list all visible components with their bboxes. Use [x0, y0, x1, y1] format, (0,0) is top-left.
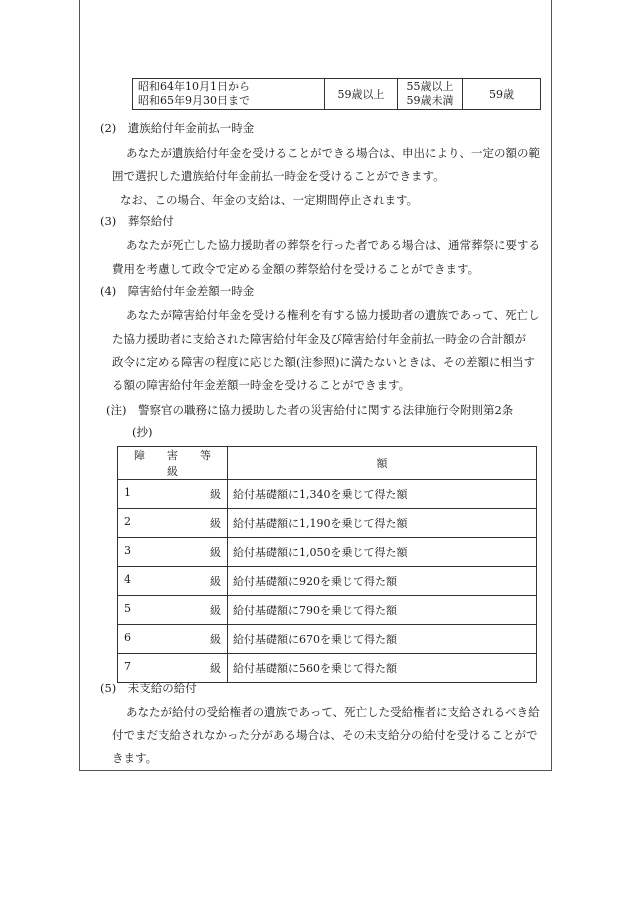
header-amount: 額 [228, 447, 537, 480]
grade-cell [118, 538, 228, 567]
section5-heading: (5) 未支給の給付 [100, 681, 197, 695]
grade-row [118, 596, 537, 625]
period-line1: 昭和64年10月1日から [138, 80, 250, 93]
section3-heading: (3) 葬祭給付 [100, 214, 174, 228]
grade-suffix: 級 [210, 604, 221, 617]
grade-suffix: 級 [210, 488, 221, 501]
grade-cell [118, 654, 228, 683]
period-cell [133, 79, 325, 110]
grade-amount: 給付基礎額に920を乗じて得た額 [228, 567, 537, 596]
section3-line1: あなたが死亡した協力援助者の葬祭を行った者である場合は、通常葬祭に要する [126, 238, 540, 252]
section4-heading: (4) 障害給付年金差額一時金 [100, 284, 255, 298]
grade-amount: 給付基礎額に1,190を乗じて得た額 [228, 509, 537, 538]
section5-line2: 付でまだ支給されなかった分がある場合は、その未支給分の給付を受けることがで [112, 728, 538, 742]
grade-number: 4 [124, 573, 131, 586]
grade-cell [118, 509, 228, 538]
grade-number: 2 [124, 515, 131, 528]
note-line2: (抄) [132, 425, 153, 439]
grade-cell [118, 567, 228, 596]
grade-suffix: 級 [210, 575, 221, 588]
section3-line2: 費用を考慮して政令で定める金額の葬祭給付を受けることができます。 [112, 262, 480, 276]
grade-row [118, 480, 537, 509]
grade-suffix: 級 [210, 662, 221, 675]
age-cell-b [398, 79, 463, 110]
section2-note: なお、この場合、年金の支給は、一定期間停止されます。 [120, 193, 419, 207]
grade-cell [118, 625, 228, 654]
grade-suffix: 級 [210, 546, 221, 559]
grade-suffix: 級 [210, 633, 221, 646]
grade-number: 1 [124, 486, 131, 499]
grade-number: 3 [124, 544, 131, 557]
period-line2: 昭和65年9月30日まで [138, 94, 250, 107]
age-table-row [132, 78, 541, 110]
grade-number: 7 [124, 660, 131, 673]
grade-row [118, 567, 537, 596]
age-cell-a: 59歳以上 [325, 79, 398, 110]
note-line1: (注) 警察官の職務に協力援助した者の災害給付に関する法律施行令附則第2条 [106, 403, 514, 417]
grade-row [118, 654, 537, 683]
grade-row [118, 625, 537, 654]
grade-amount: 給付基礎額に1,340を乗じて得た額 [228, 480, 537, 509]
age-b-line2: 59歳未満 [406, 94, 454, 107]
grade-number: 5 [124, 602, 131, 615]
grade-amount: 給付基礎額に560を乗じて得た額 [228, 654, 537, 683]
section4-line4: る額の障害給付年金差額一時金を受けることができます。 [112, 378, 411, 392]
grade-amount: 給付基礎額に790を乗じて得た額 [228, 596, 537, 625]
grade-row [118, 538, 537, 567]
header-grade: 障 害 等 級 [118, 447, 228, 480]
grade-number: 6 [124, 631, 131, 644]
grade-suffix: 級 [210, 517, 221, 530]
grade-row [118, 509, 537, 538]
section5-line1: あなたが給付の受給権者の遺族であって、死亡した受給権者に支給されるべき給 [126, 705, 540, 719]
section5-line3: きます。 [112, 751, 158, 765]
section2-line1: あなたが遺族給付年金を受けることができる場合は、申出により、一定の額の範 [126, 146, 540, 160]
grade-cell [118, 480, 228, 509]
disability-grade-table [117, 446, 537, 683]
grade-cell [118, 596, 228, 625]
section2-line2: 囲で選択した遺族給付年金前払一時金を受けることができます。 [112, 169, 445, 183]
section4-line3: 政令に定める障害の程度に応じた額(注参照)に満たないときは、その差額に相当す [112, 355, 535, 369]
grade-amount: 給付基礎額に670を乗じて得た額 [228, 625, 537, 654]
age-cell-c: 59歳 [463, 79, 541, 110]
grade-amount: 給付基礎額に1,050を乗じて得た額 [228, 538, 537, 567]
section4-line1: あなたが障害給付年金を受ける権利を有する協力援助者の遺族であって、死亡し [126, 308, 540, 322]
age-b-line1: 55歳以上 [406, 80, 454, 93]
section4-line2: た協力援助者に支給された障害給付年金及び障害給付年金前払一時金の合計額が [112, 332, 526, 346]
section2-heading: (2) 遺族給付年金前払一時金 [100, 121, 255, 135]
